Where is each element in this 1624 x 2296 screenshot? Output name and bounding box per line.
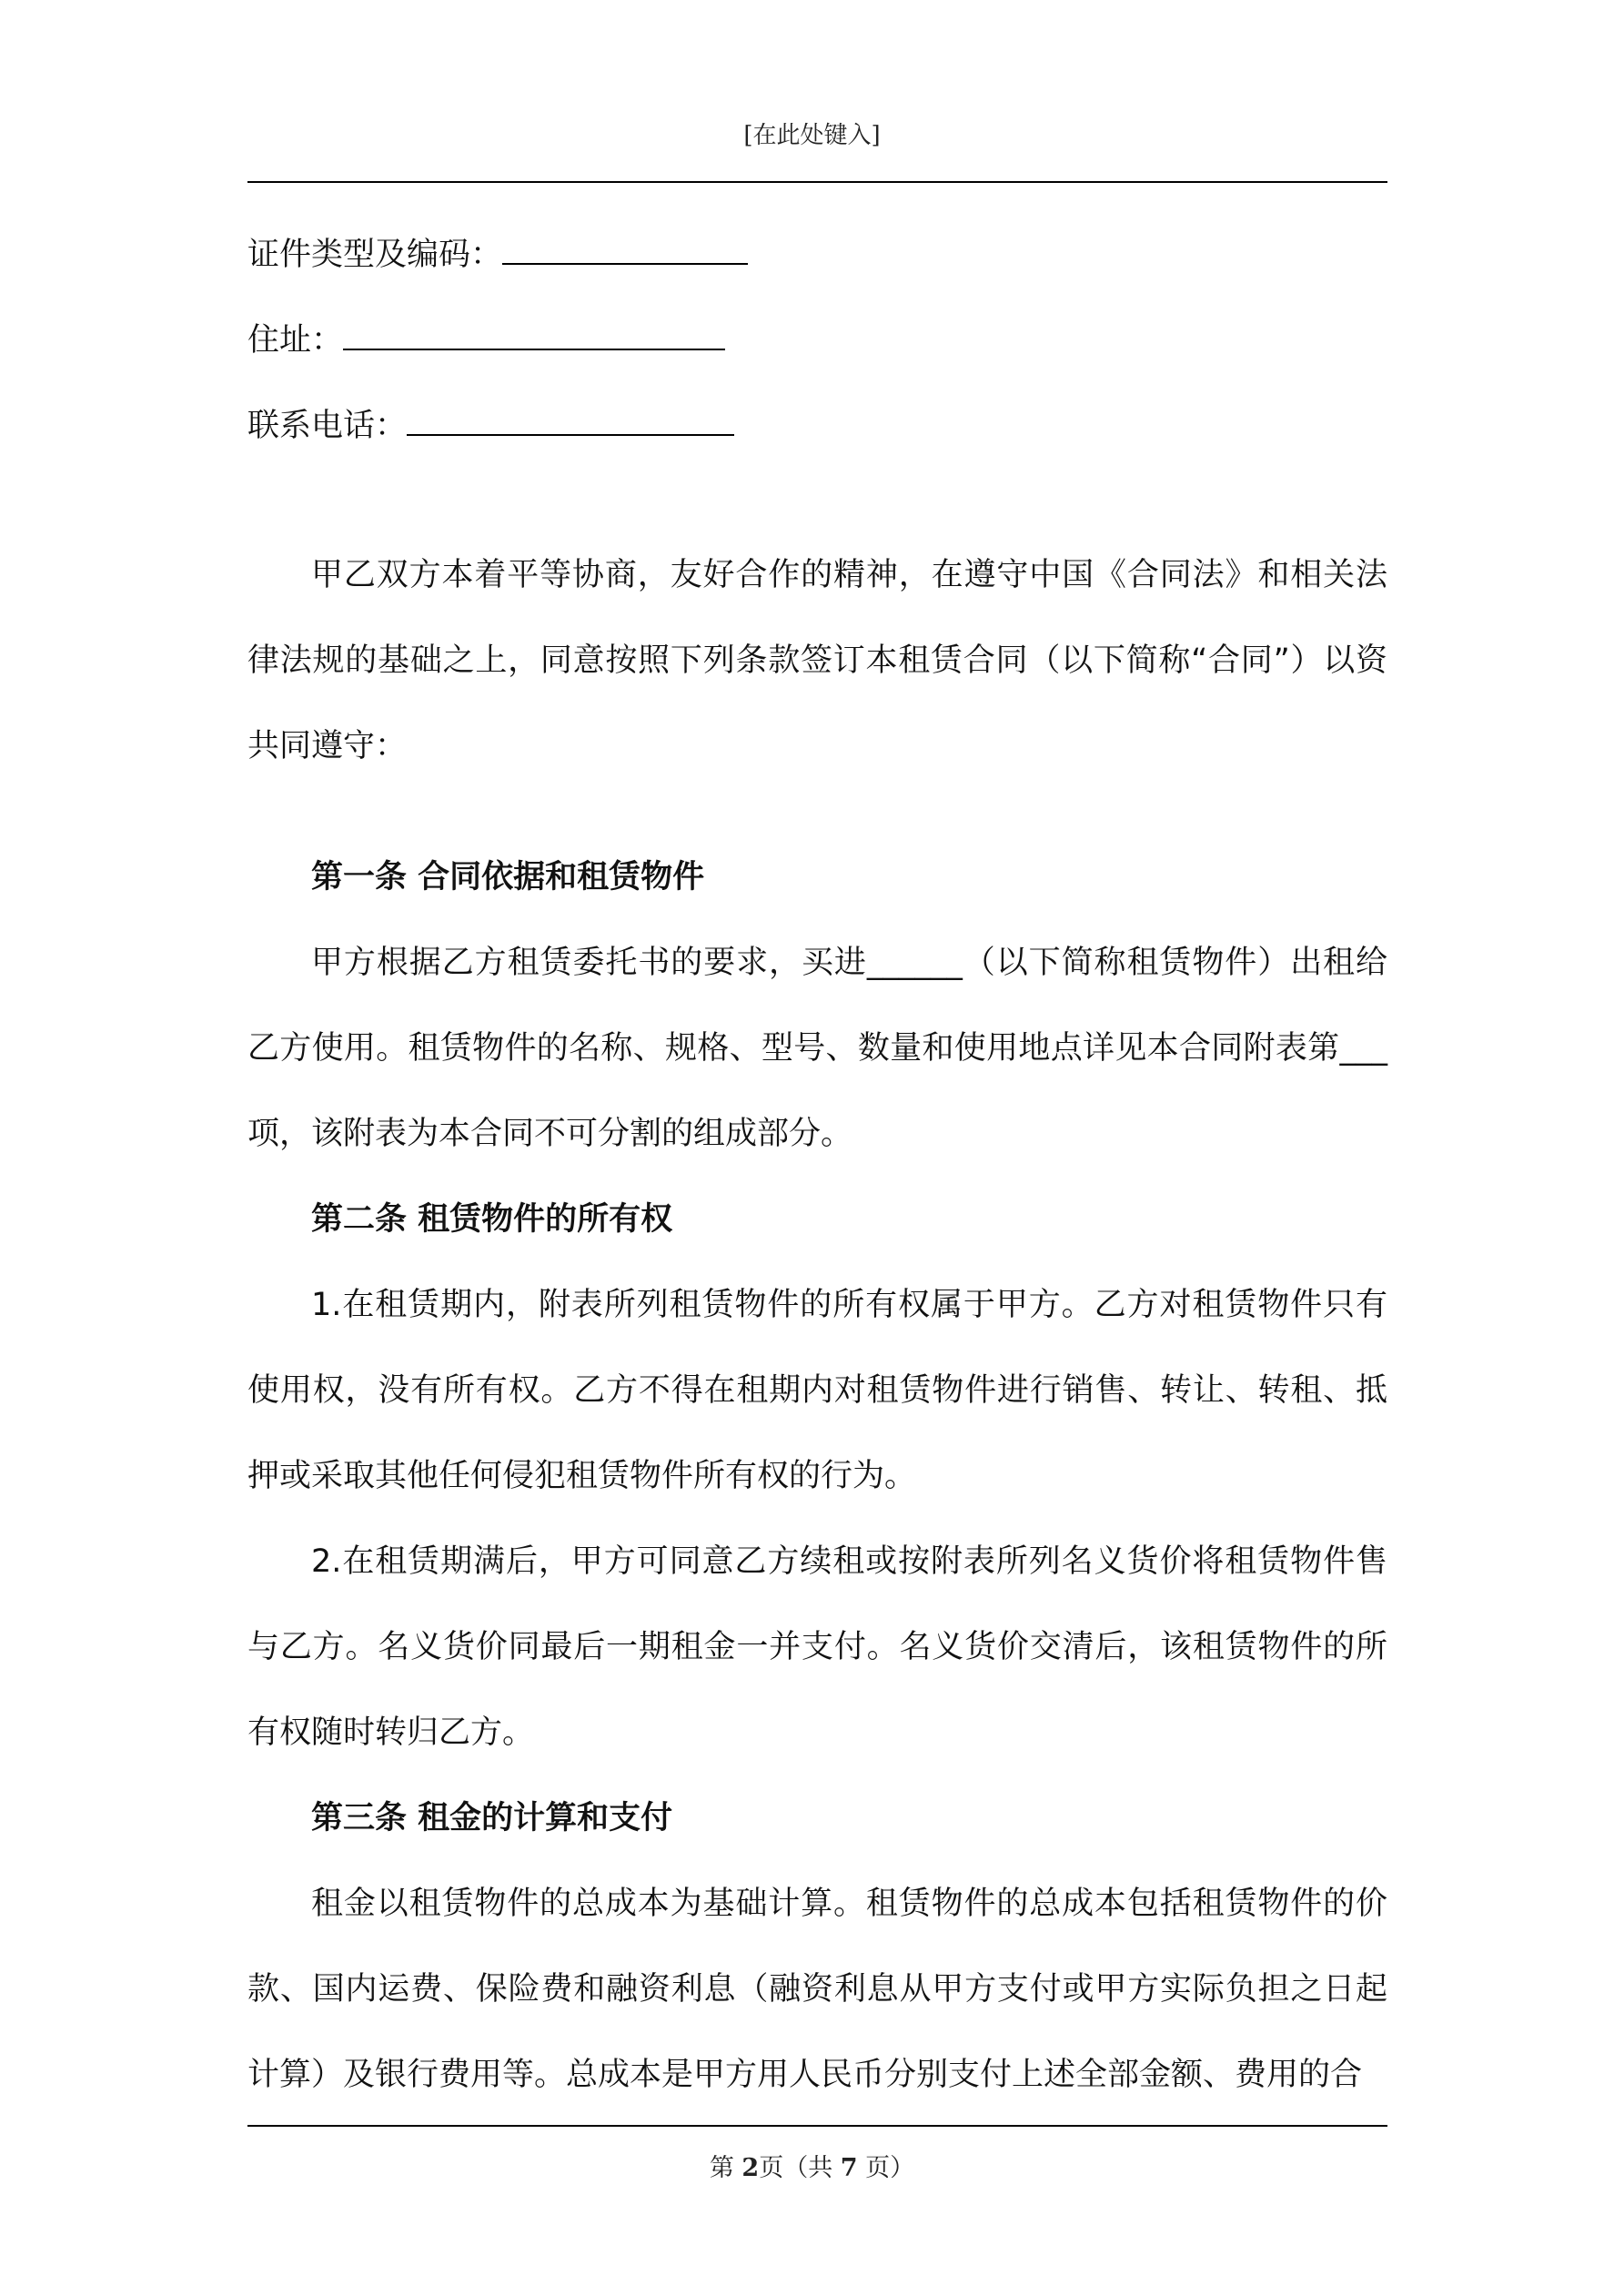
- spacer: [247, 469, 1387, 532]
- footer-prefix: 第: [709, 2154, 742, 2182]
- id-type-label: 证件类型及编码：: [247, 237, 503, 273]
- article-1-body: 甲方根据乙方租赁委托书的要求，买进______（以下简称租赁物件）出租给乙方使用。租赁物件的名称、规格、型号、数量和使用地点详见本合同附表第___项，该附表为本合同不可分割的组成部分。: [247, 945, 1387, 1152]
- header-rule: [247, 181, 1387, 183]
- article-2-item-1: 1.在租赁期内，附表所列租赁物件的所有权属于甲方。乙方对租赁物件只有使用权，没有所有权。乙方不得在租期内对租赁物件进行销售、转让、转租、抵押或采取其他任何侵犯租赁物件所有权的行为。: [247, 1287, 1387, 1494]
- phone-field: [247, 383, 1387, 469]
- page-footer: [0, 2148, 1624, 2183]
- address-blank[interactable]: [343, 321, 725, 350]
- page-header: [在此处键入]: [743, 122, 881, 149]
- article-2-heading: 第二条 租赁物件的所有权: [311, 1201, 673, 1238]
- article-3-body: 租金以租赁物件的总成本为基础计算。租赁物件的总成本包括租赁物件的价款、国内运费、保险费和融资利息（融资利息从甲方支付或甲方实际负担之日起计算）及银行费用等。总成本是甲方用人民币分别支付上述全部金额、费用的合: [247, 1886, 1387, 2093]
- id-type-blank[interactable]: [502, 236, 748, 265]
- footer-suffix: 页）: [857, 2154, 915, 2182]
- address-field: [247, 298, 1387, 383]
- id-type-field: [247, 212, 1387, 298]
- phone-blank[interactable]: [407, 407, 734, 436]
- article-1-heading: 第一条 合同依据和租赁物件: [311, 859, 705, 895]
- spacer: [247, 789, 1387, 834]
- current-page-number: 2: [741, 2154, 760, 2182]
- phone-label: 联系电话：: [247, 408, 408, 444]
- footer-middle: 页（共: [759, 2154, 841, 2182]
- footer-rule: [247, 2125, 1387, 2127]
- intro-paragraph: 甲乙双方本着平等协商，友好合作的精神，在遵守中国《合同法》和相关法律法规的基础之上，同意按照下列条款签订本租赁合同（以下简称“合同”）以资共同遵守：: [247, 557, 1387, 764]
- total-pages-number: 7: [840, 2154, 858, 2182]
- address-label: 住址：: [247, 322, 344, 359]
- document-body: [247, 212, 1387, 2118]
- article-3-heading: 第三条 租金的计算和支付: [311, 1800, 673, 1836]
- article-2-item-2: 2.在租赁期满后，甲方可同意乙方续租或按附表所列名义货价将租赁物件售与乙方。名义货价同最后一期租金一并支付。名义货价交清后，该租赁物件的所有权随时转归乙方。: [247, 1543, 1387, 1751]
